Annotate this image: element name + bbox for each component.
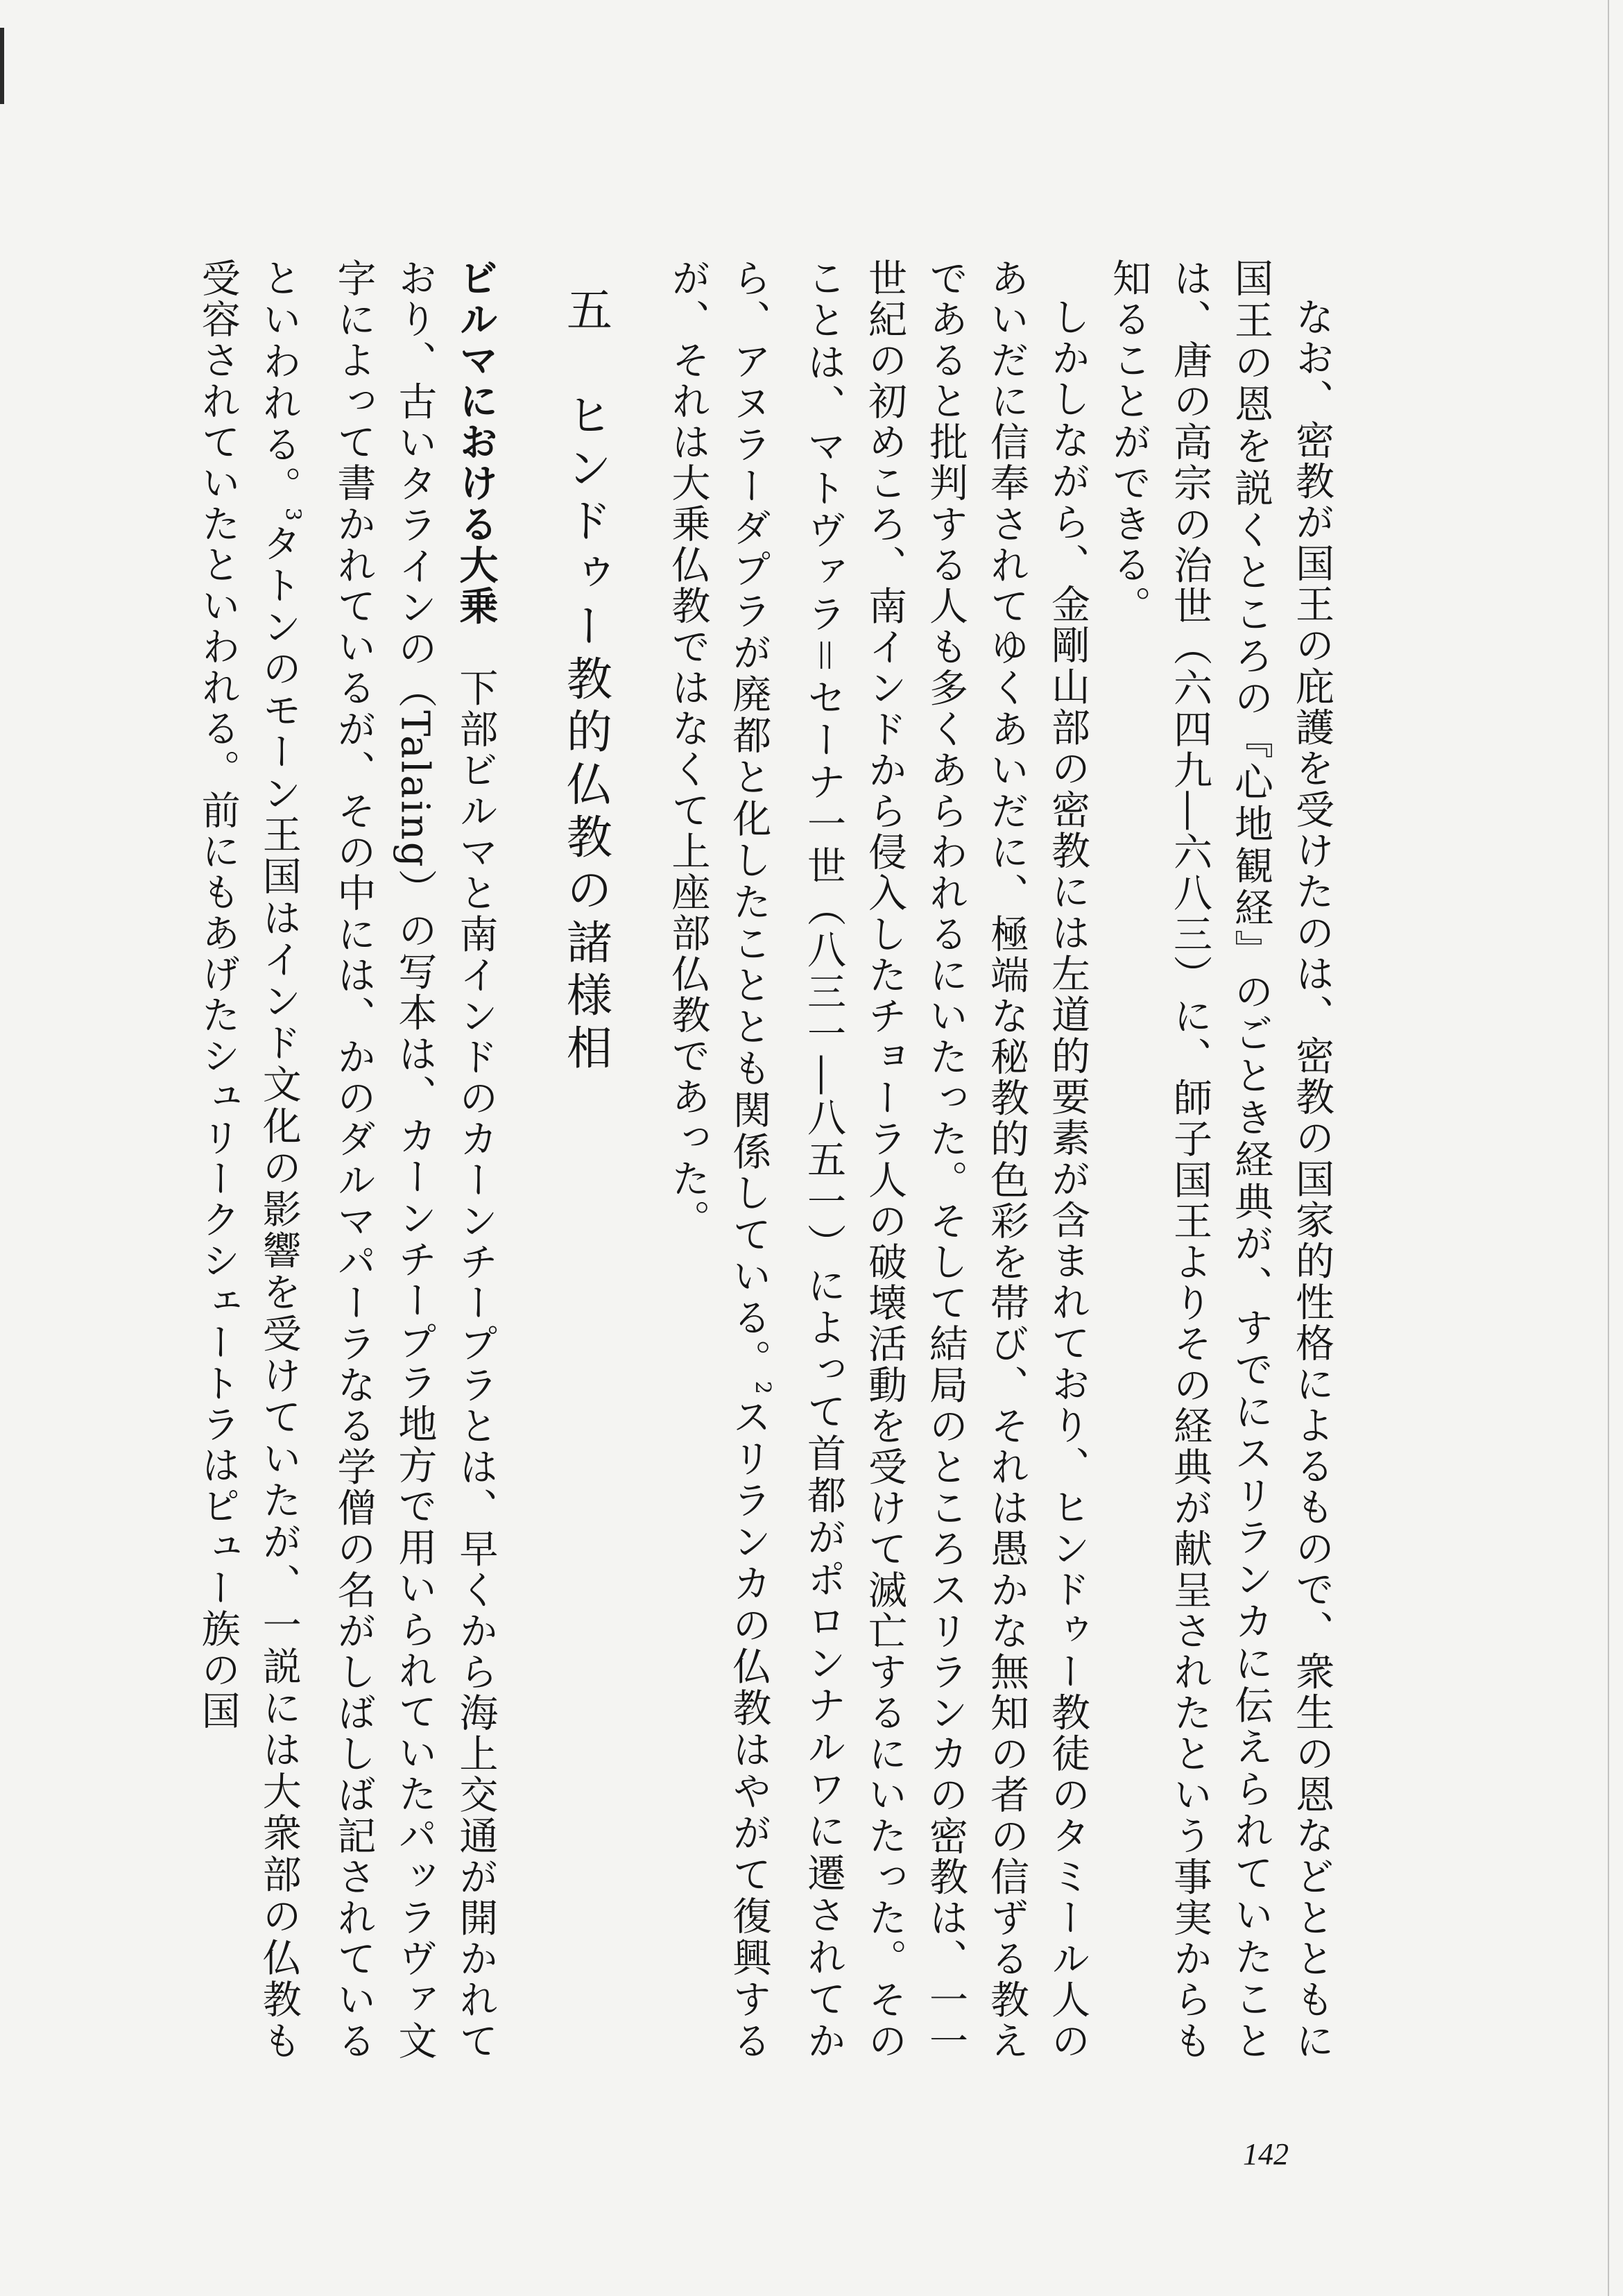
paragraph-3-text-cont: タトンのモーン王国はインド文化の影響を受けていたが、一説には大衆部の仏教も受容されていたといわれる。前にもあげたシュリークシェートラはピュー族の国 bbox=[195, 258, 302, 2062]
paragraph-3-text: 下部ビルマと南インドのカーンチープラとは、早くから海上交通が開かれており、古いタラインの（Talaing）の写本は、カーンチープラ地方で用いられていたパッラヴァ文字によって書かれているが、その中には、かのダルマパーラなる学僧の名がしばしば記されているといわれる。 bbox=[256, 258, 499, 2062]
paragraph-1-text: なお、密教が国王の庇護を受けたのは、密教の国家的性格によるもので、衆生の恩などとともに国王の恩を説くところの『心地観経』のごとき経典が、すでにスリランカに伝えられていたことは、唐の高宗の治世（六四九―六八三）に、師子国王よりその経典が献呈されたという事実からも知ることができる。 bbox=[1106, 258, 1334, 2062]
vertical-body-text bbox=[187, 258, 1342, 2062]
scan-edge-line bbox=[1608, 0, 1609, 2296]
paragraph-2-text: しかしながら、金剛山部の密教には左道的要素が含まれており、ヒンドゥー教徒のタミール人のあいだに信奉されてゆくあいだに、極端な秘教的色彩を帯び、それは愚かな無知の者の信ずる教えであると批判する人も多くあらわれるにいたった。そして結局のところスリランカの密教は、一一世紀の初めころ、南インドから侵入したチョーラ人の破壊活動を受けて滅亡するにいたった。そのことは、マトヴァラ＝セーナ一世（八三一―八五一）によって首都がポロンナルワに遷されてから、アヌラーダプラが廃都と化したこととも関係している。 bbox=[726, 258, 1090, 2062]
binding-edge-mark bbox=[0, 28, 4, 104]
section-number: 五 bbox=[558, 286, 612, 339]
paragraph-3 bbox=[187, 258, 506, 2062]
paragraph-2 bbox=[657, 258, 1098, 2062]
section-gap bbox=[615, 258, 657, 2062]
section-title: ヒンドゥー教的仏教の諸様相 bbox=[558, 391, 612, 1077]
run-in-heading: ビルマにおける大乗 bbox=[453, 258, 499, 627]
page-number: 142 bbox=[1243, 2137, 1289, 2171]
section-heading bbox=[554, 258, 615, 2062]
paragraph-1 bbox=[1098, 258, 1342, 2062]
footnote-marker-3: 3 bbox=[280, 507, 305, 523]
paragraph-2-text-cont: スリランカの仏教はやがて復興するが、それは大乗仏教ではなくて上座部仏教であった。 bbox=[665, 258, 772, 2062]
footnote-marker-2: 2 bbox=[750, 1380, 775, 1396]
